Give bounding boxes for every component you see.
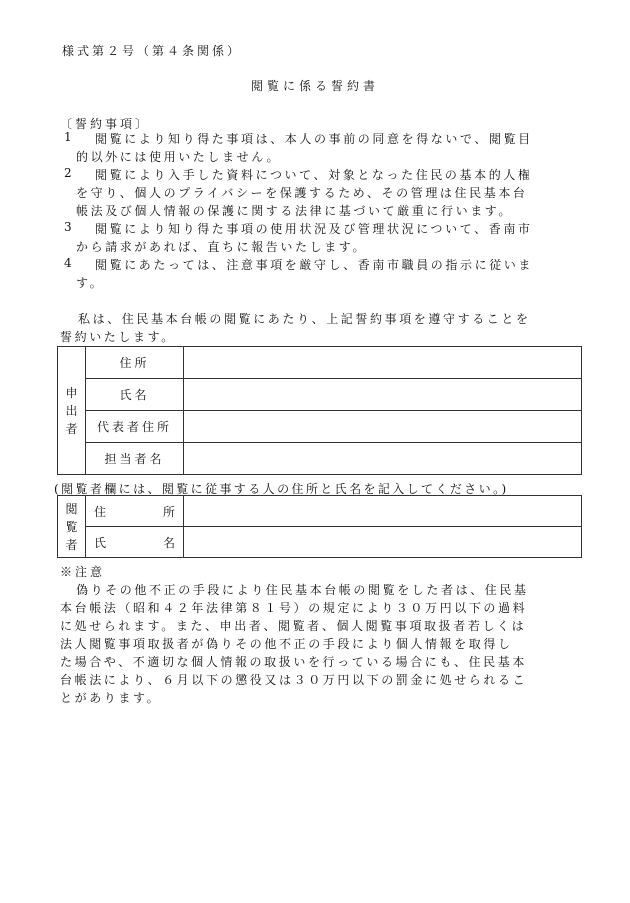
viewer-group-label: 閲 覧 者 xyxy=(58,496,86,558)
person-in-charge-field[interactable] xyxy=(184,443,582,475)
viewer-table-note: (閲覧者欄には、閲覧に従事する人の住所と氏名を記入してください。) xyxy=(54,482,509,496)
representative-address-label: 代表者住所 xyxy=(86,411,184,443)
representative-address-field[interactable] xyxy=(184,411,582,443)
viewer-table xyxy=(57,495,582,558)
pledge-item-2-line-1: 閲覧により入手した資料について、対象となった住民の基本的人権 xyxy=(95,168,533,182)
notice-line-4: 法人閲覧事項取扱者が偽りその他不正の手段により個人情報を取得し xyxy=(60,637,513,651)
viewer-row-address xyxy=(58,496,582,527)
pledge-item-1-line-1: 閲覧により知り得た事項は、本人の事前の同意を得ないで、閲覧目 xyxy=(95,132,533,146)
viewer-address-field[interactable] xyxy=(184,496,582,527)
pledge-item-2-number: 2 xyxy=(64,166,72,180)
pledge-item-3-line-1: 閲覧により知り得た事項の使用状況及び管理状況について、香南市 xyxy=(95,222,533,236)
applicant-row-representative-address xyxy=(58,411,582,443)
person-in-charge-label: 担当者名 xyxy=(86,443,184,475)
pledge-item-2-line-3: 帳法及び個人情報の保護に関する法律に基づいて厳重に行います。 xyxy=(76,204,514,218)
applicant-name-field[interactable] xyxy=(184,379,582,411)
applicant-row-name xyxy=(58,379,582,411)
notice-line-6: 台帳法により、６月以下の懲役又は３０万円以下の罰金に処せられるこ xyxy=(60,673,528,687)
notice-line-3: に処せられます。また、申出者、閲覧者、個人閲覧事項取扱者若しくは xyxy=(60,619,527,633)
applicant-group-label: 申 出 者 xyxy=(58,347,86,475)
notice-line-1: 偽りその他不正の手段により住民基本台帳の閲覧をした者は、住民基 xyxy=(76,583,529,597)
applicant-row-address xyxy=(58,347,582,379)
declaration-line-2: 誓約いたします。 xyxy=(60,330,176,344)
applicant-row-person-in-charge xyxy=(58,443,582,475)
pledge-item-3-number: 3 xyxy=(64,220,72,234)
notice-line-5: た場合や、不適切な個人情報の取扱いを行っている場合にも、住民基本 xyxy=(60,655,527,669)
declaration-line-1: 私は、住民基本台帳の閲覧にあたり、上記誓約事項を遵守することを xyxy=(78,312,531,326)
viewer-name-field[interactable] xyxy=(184,527,582,558)
applicant-name-label: 氏名 xyxy=(86,379,184,411)
applicant-address-field[interactable] xyxy=(184,347,582,379)
viewer-address-label: 住 所 xyxy=(86,496,184,527)
pledge-item-1-number: 1 xyxy=(64,130,72,144)
notice-heading: ※注意 xyxy=(60,565,106,579)
pledge-item-4-line-1: 閲覧にあたっては、注意事項を厳守し、香南市職員の指示に従いま xyxy=(95,258,534,272)
pledge-heading: 〔誓約事項〕 xyxy=(60,117,151,131)
form-number: 様式第２号（第４条関係） xyxy=(62,44,243,58)
pledge-item-3-line-2: から請求があれば、直ちに報告いたします。 xyxy=(76,240,368,254)
notice-line-7: とがあります。 xyxy=(60,691,162,705)
pledge-item-4-line-2: す。 xyxy=(76,276,105,290)
viewer-row-name xyxy=(58,527,582,558)
applicant-table xyxy=(57,346,582,475)
applicant-address-label: 住所 xyxy=(86,347,184,379)
pledge-item-2-line-2: を守り、個人のプライバシーを保護するため、その管理は住民基本台 xyxy=(76,186,528,200)
pledge-item-1-line-2: 的以外には使用いたしません。 xyxy=(76,150,282,164)
viewer-name-label: 氏 名 xyxy=(86,527,184,558)
pledge-item-4-number: 4 xyxy=(64,256,72,270)
document-title: 閲覧に係る誓約書 xyxy=(250,79,379,93)
notice-line-2: 本台帳法（昭和４２年法律第８１号）の規定により３０万円以下の過料 xyxy=(60,601,528,615)
